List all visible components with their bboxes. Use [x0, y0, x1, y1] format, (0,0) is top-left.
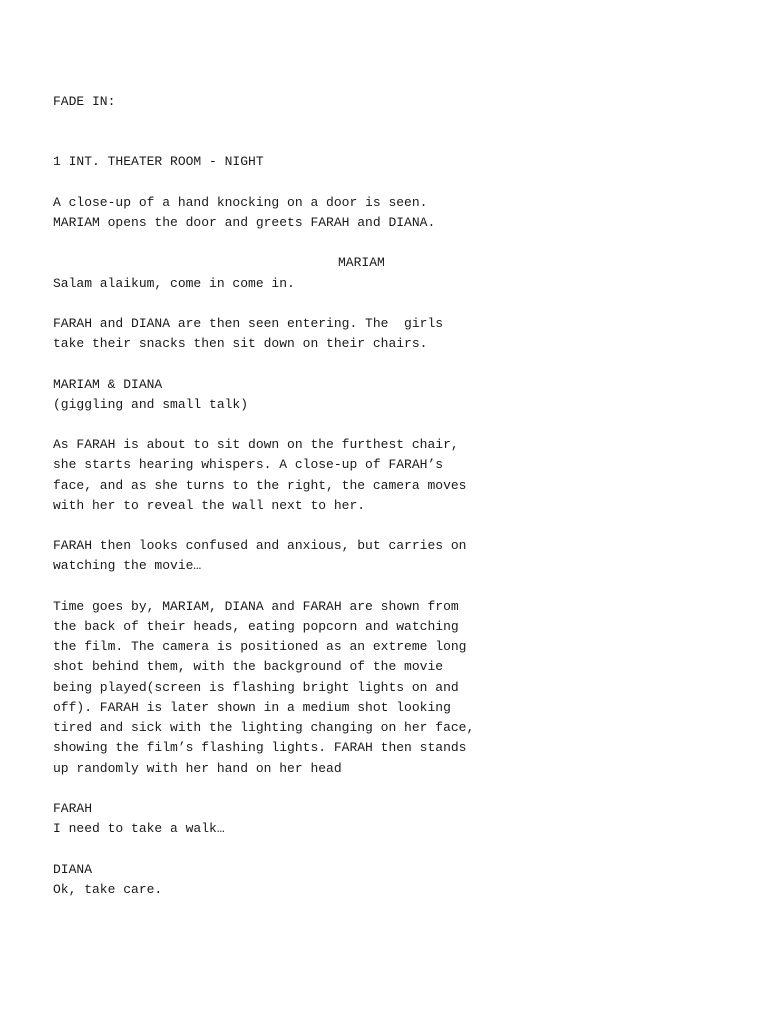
action-line: face, and as she turns to the right, the camera moves [53, 478, 467, 493]
dialogue-line: Salam alaikum, come in come in. [53, 276, 295, 291]
action-line: MARIAM opens the door and greets FARAH and DIANA. [53, 215, 436, 230]
dialogue-line: Ok, take care. [53, 882, 163, 897]
character-name: FARAH [53, 801, 93, 816]
action-line: being played(screen is flashing bright lights on and [53, 680, 459, 695]
action-line: watching the movie… [53, 558, 202, 573]
action-line: she starts hearing whispers. A close-up of FARAH’s [53, 457, 444, 472]
action-line: shot behind them, with the background of the movie [53, 659, 444, 674]
character-cue: MARIAM [338, 255, 385, 270]
action-line: showing the film’s flashing lights. FARAH then stands [53, 740, 467, 755]
dialogue-line: I need to take a walk… [53, 821, 225, 836]
character-name: DIANA [53, 862, 93, 877]
action-line: Time goes by, MARIAM, DIANA and FARAH are shown from [53, 599, 459, 614]
action-line: the film. The camera is positioned as an extreme long [53, 639, 467, 654]
action-line: the back of their heads, eating popcorn and watching [53, 619, 459, 634]
action-line: FARAH and DIANA are then seen entering. The girls [53, 316, 444, 331]
action-line: up randomly with her hand on her head [53, 761, 342, 776]
transition: FADE IN: [53, 94, 116, 109]
action-line: FARAH then looks confused and anxious, but carries on [53, 538, 467, 553]
action-line: tired and sick with the lighting changing on her face, [53, 720, 475, 735]
action-line: A close-up of a hand knocking on a door is seen. [53, 195, 428, 210]
parenthetical: (giggling and small talk) [53, 397, 249, 412]
scene-heading: 1 INT. THEATER ROOM - NIGHT [53, 154, 264, 169]
action-line: off). FARAH is later shown in a medium shot looking [53, 700, 451, 715]
action-line: take their snacks then sit down on their chairs. [53, 336, 428, 351]
action-line: As FARAH is about to sit down on the furthest chair, [53, 437, 459, 452]
action-line: with her to reveal the wall next to her. [53, 498, 366, 513]
character-name: MARIAM & DIANA [53, 377, 163, 392]
